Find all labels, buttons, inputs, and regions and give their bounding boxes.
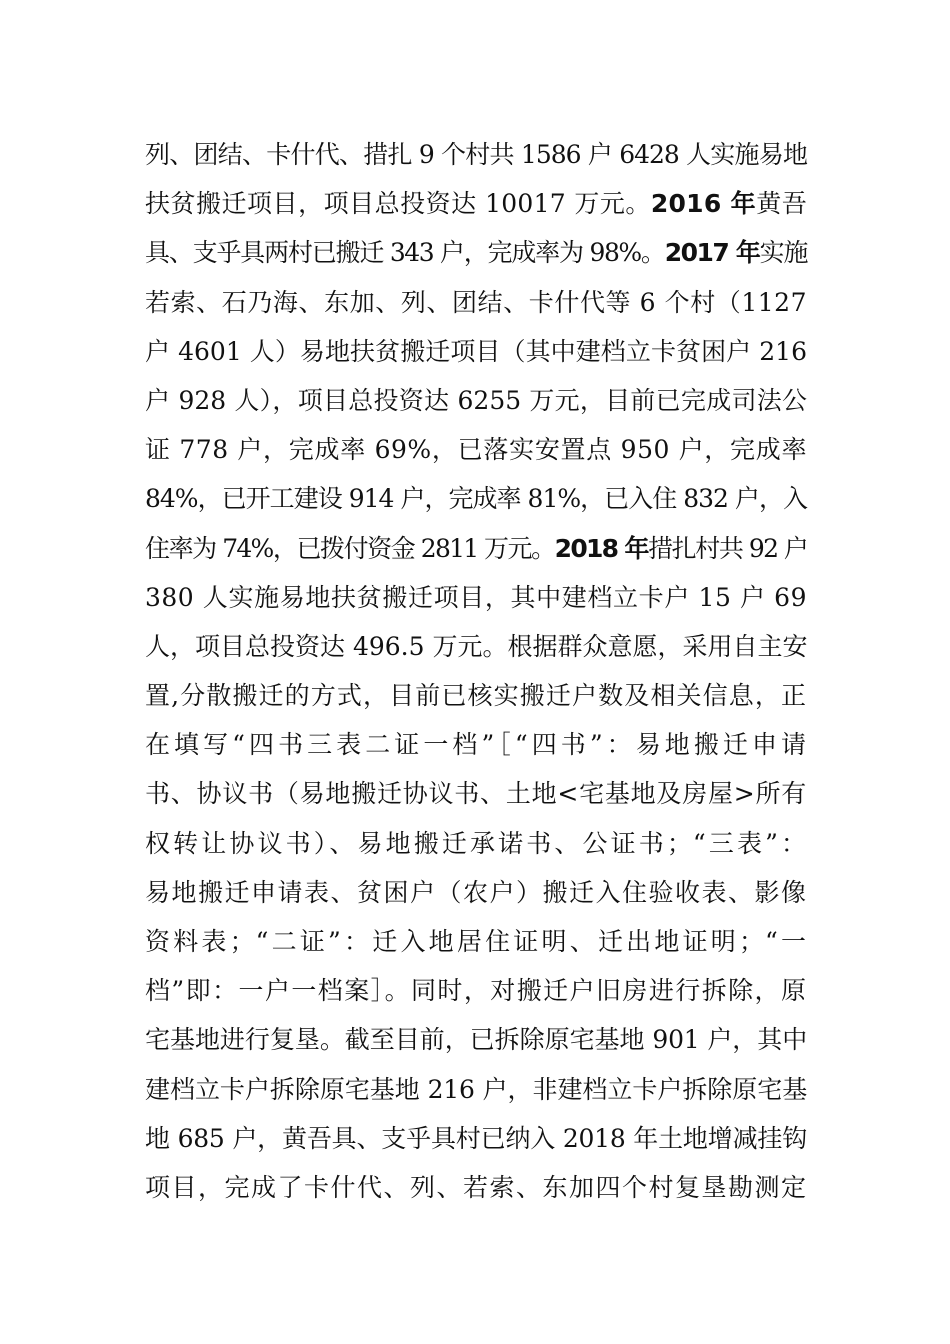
text-run: 书、协议书（易地搬迁协议书、土地<宅基地及房屋>所有: [145, 779, 807, 809]
text-line: [145, 868, 807, 917]
text-run: 建档立卡户拆除原宅基地 216 户，非建档立卡户拆除原宅基: [145, 1074, 807, 1104]
text-run: 证 778 户，完成率 69%，已落实安置点 950 户，完成率: [145, 435, 807, 465]
text-line: [145, 966, 807, 1015]
document-body-text: [145, 130, 807, 1212]
text-run: 实施: [759, 238, 807, 268]
text-run: 84%，已开工建设 914 户，完成率 81%，已入住 832 户，入: [145, 484, 807, 514]
text-line: [145, 671, 807, 720]
text-run: 宅基地进行复垦。截至目前，已拆除原宅基地 901 户，其中: [145, 1025, 807, 1055]
text-line: [145, 769, 807, 818]
text-run: 在填写“四书三表二证一档”［“四书”：易地搬迁申请: [145, 730, 807, 760]
text-run: 具、支乎具两村已搬迁 343 户，完成率为 98%。: [145, 238, 665, 268]
text-line: [145, 1065, 807, 1114]
text-line: [145, 474, 807, 523]
year-heading: 2017 年: [664, 238, 760, 268]
text-run: 地 685 户，黄吾具、支乎具村已纳入 2018 年土地增减挂钩: [145, 1123, 807, 1153]
text-line: [145, 327, 807, 376]
text-line: [145, 720, 807, 769]
text-run: 扶贫搬迁项目，项目总投资达 10017 万元。: [145, 189, 651, 219]
text-run: 档”即：一户一档案］。同时，对搬迁户旧房进行拆除，原: [145, 976, 807, 1006]
text-run: 黄吾: [756, 189, 807, 219]
text-line: [145, 1015, 807, 1064]
text-run: 置,分散搬迁的方式，目前已核实搬迁户数及相关信息，正: [145, 681, 807, 711]
text-run: 项目，完成了卡什代、列、若索、东加四个村复垦勘测定: [145, 1172, 807, 1202]
text-run: 户 928 人），项目总投资达 6255 万元，目前已完成司法公: [145, 385, 807, 415]
text-run: 列、团结、卡什代、措扎 9 个村共 1586 户 6428 人实施易地: [145, 140, 807, 169]
year-heading: 2018 年: [554, 533, 649, 563]
year-heading: 2016 年: [650, 189, 757, 219]
text-line: [145, 622, 807, 671]
text-line: [145, 1163, 807, 1212]
text-run: 住率为 74%，已拨付资金 2811 万元。: [145, 533, 555, 563]
text-line: [145, 278, 807, 327]
text-line: [145, 524, 807, 573]
text-run: 若索、石乃海、东加、列、团结、卡什代等 6 个村（1127: [145, 287, 807, 317]
text-run: 措扎村共 92 户: [648, 533, 807, 563]
text-line: [145, 228, 807, 277]
text-line: [145, 1114, 807, 1163]
text-run: 权转让协议书）、易地搬迁承诺书、公证书；“三表”：: [145, 828, 807, 858]
text-line: [145, 573, 807, 622]
text-run: 户 4601 人）易地扶贫搬迁项目（其中建档立卡贫困户 216: [145, 336, 807, 366]
text-run: 资料表；“二证”：迁入地居住证明、迁出地证明；“一: [145, 927, 807, 956]
text-line: [145, 917, 807, 966]
text-run: 人，项目总投资达 496.5 万元。根据群众意愿，采用自主安: [145, 631, 808, 661]
text-line: [145, 425, 807, 474]
text-line: [145, 179, 807, 228]
text-line: [145, 130, 807, 179]
text-run: 380 人实施易地扶贫搬迁项目，其中建档立卡户 15 户 69: [145, 582, 807, 612]
text-line: [145, 819, 807, 868]
text-line: [145, 376, 807, 425]
text-run: 易地搬迁申请表、贫困户（农户）搬迁入住验收表、影像: [145, 877, 807, 907]
